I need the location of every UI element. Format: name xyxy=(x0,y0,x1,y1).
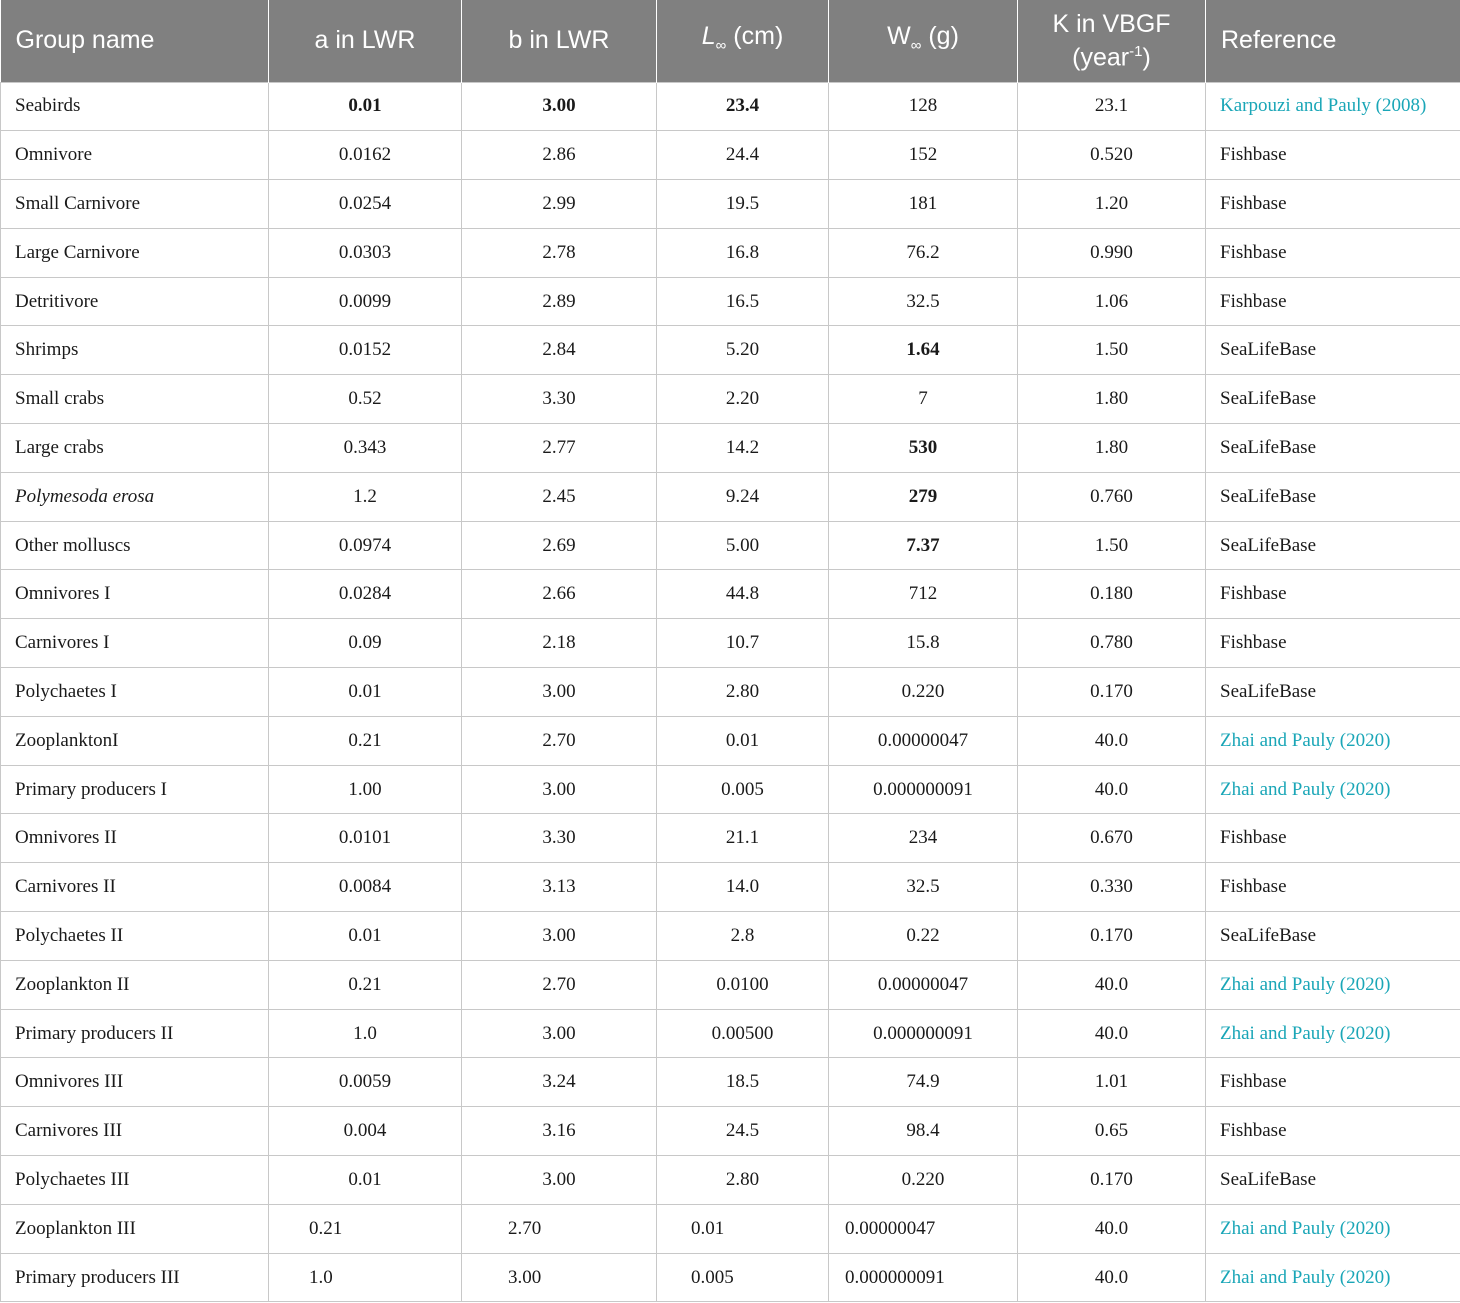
cell-group-name: Primary producers I xyxy=(1,765,269,814)
table-row xyxy=(1,912,1460,961)
cell-b-lwr: 2.78 xyxy=(462,228,657,277)
cell-group-name: Large crabs xyxy=(1,424,269,473)
cell-reference[interactable]: Zhai and Pauly (2020) xyxy=(1206,1253,1460,1302)
cell-a-lwr: 0.0254 xyxy=(269,180,462,229)
table-row xyxy=(1,1253,1460,1302)
cell-a-lwr: 0.01 xyxy=(269,668,462,717)
cell-reference[interactable]: Zhai and Pauly (2020) xyxy=(1206,716,1460,765)
cell-reference: SeaLifeBase xyxy=(1206,375,1460,424)
cell-k-vbgf: 40.0 xyxy=(1018,1253,1206,1302)
cell-k-vbgf: 0.780 xyxy=(1018,619,1206,668)
table-row xyxy=(1,521,1460,570)
header-k-vbgf xyxy=(1018,0,1206,82)
cell-b-lwr: 3.00 xyxy=(462,1253,657,1302)
table-row xyxy=(1,716,1460,765)
table-row xyxy=(1,326,1460,375)
table-row xyxy=(1,375,1460,424)
cell-b-lwr: 2.89 xyxy=(462,277,657,326)
cell-group-name: Carnivores II xyxy=(1,863,269,912)
cell-group-name: Omnivores II xyxy=(1,814,269,863)
cell-b-lwr: 3.30 xyxy=(462,814,657,863)
table-row xyxy=(1,863,1460,912)
cell-a-lwr: 0.0059 xyxy=(269,1058,462,1107)
cell-k-vbgf: 0.170 xyxy=(1018,912,1206,961)
cell-l-inf: 2.80 xyxy=(657,1156,829,1205)
cell-b-lwr: 3.30 xyxy=(462,375,657,424)
cell-k-vbgf: 1.20 xyxy=(1018,180,1206,229)
cell-b-lwr: 2.45 xyxy=(462,472,657,521)
cell-l-inf: 0.0100 xyxy=(657,960,829,1009)
cell-w-inf: 712 xyxy=(829,570,1018,619)
cell-w-inf: 0.000000091 xyxy=(829,1253,1018,1302)
cell-w-inf: 0.00000047 xyxy=(829,1204,1018,1253)
cell-reference[interactable]: Zhai and Pauly (2020) xyxy=(1206,960,1460,1009)
cell-group-name: Polymesoda erosa xyxy=(1,472,269,521)
cell-reference: Fishbase xyxy=(1206,863,1460,912)
cell-w-inf: 279 xyxy=(829,472,1018,521)
cell-group-name: Detritivore xyxy=(1,277,269,326)
cell-b-lwr: 2.86 xyxy=(462,131,657,180)
cell-a-lwr: 0.0099 xyxy=(269,277,462,326)
cell-w-inf: 0.220 xyxy=(829,1156,1018,1205)
cell-w-inf: 0.22 xyxy=(829,912,1018,961)
table-row xyxy=(1,1009,1460,1058)
cell-k-vbgf: 0.170 xyxy=(1018,1156,1206,1205)
cell-w-inf: 32.5 xyxy=(829,277,1018,326)
cell-w-inf: 7 xyxy=(829,375,1018,424)
cell-reference: SeaLifeBase xyxy=(1206,668,1460,717)
cell-group-name: Small Carnivore xyxy=(1,180,269,229)
cell-l-inf: 44.8 xyxy=(657,570,829,619)
cell-a-lwr: 0.004 xyxy=(269,1107,462,1156)
cell-a-lwr: 1.00 xyxy=(269,765,462,814)
cell-b-lwr: 3.00 xyxy=(462,668,657,717)
cell-group-name: Primary producers II xyxy=(1,1009,269,1058)
cell-reference[interactable]: Zhai and Pauly (2020) xyxy=(1206,1204,1460,1253)
header-w-unit: (g) xyxy=(921,21,959,50)
cell-a-lwr: 0.52 xyxy=(269,375,462,424)
cell-reference: SeaLifeBase xyxy=(1206,1156,1460,1205)
cell-k-vbgf: 40.0 xyxy=(1018,716,1206,765)
cell-a-lwr: 0.0974 xyxy=(269,521,462,570)
cell-group-name: Zooplankton II xyxy=(1,960,269,1009)
cell-l-inf: 21.1 xyxy=(657,814,829,863)
cell-l-inf: 14.0 xyxy=(657,863,829,912)
cell-reference: Fishbase xyxy=(1206,277,1460,326)
cell-w-inf: 0.000000091 xyxy=(829,765,1018,814)
cell-l-inf: 0.00500 xyxy=(657,1009,829,1058)
cell-a-lwr: 1.2 xyxy=(269,472,462,521)
cell-w-inf: 0.000000091 xyxy=(829,1009,1018,1058)
cell-k-vbgf: 1.50 xyxy=(1018,326,1206,375)
cell-k-vbgf: 1.06 xyxy=(1018,277,1206,326)
cell-k-vbgf: 40.0 xyxy=(1018,1204,1206,1253)
cell-w-inf: 0.220 xyxy=(829,668,1018,717)
cell-k-vbgf: 23.1 xyxy=(1018,82,1206,131)
cell-group-name: Primary producers III xyxy=(1,1253,269,1302)
cell-k-vbgf: 0.330 xyxy=(1018,863,1206,912)
table-row xyxy=(1,472,1460,521)
cell-k-vbgf: 1.80 xyxy=(1018,424,1206,473)
cell-b-lwr: 3.13 xyxy=(462,863,657,912)
header-l-base: L xyxy=(701,21,716,50)
cell-l-inf: 9.24 xyxy=(657,472,829,521)
table-row xyxy=(1,668,1460,717)
cell-a-lwr: 0.21 xyxy=(269,960,462,1009)
cell-b-lwr: 3.00 xyxy=(462,1156,657,1205)
cell-l-inf: 0.01 xyxy=(657,716,829,765)
cell-k-vbgf: 1.50 xyxy=(1018,521,1206,570)
cell-a-lwr: 0.01 xyxy=(269,82,462,131)
table-row xyxy=(1,960,1460,1009)
cell-k-vbgf: 40.0 xyxy=(1018,1009,1206,1058)
cell-a-lwr: 1.0 xyxy=(269,1009,462,1058)
cell-b-lwr: 2.66 xyxy=(462,570,657,619)
table-row xyxy=(1,1107,1460,1156)
cell-a-lwr: 0.0162 xyxy=(269,131,462,180)
table-row xyxy=(1,228,1460,277)
header-k-line1: K in VBGF xyxy=(1052,9,1171,38)
cell-reference: SeaLifeBase xyxy=(1206,424,1460,473)
cell-a-lwr: 0.0101 xyxy=(269,814,462,863)
cell-b-lwr: 2.70 xyxy=(462,716,657,765)
cell-reference: SeaLifeBase xyxy=(1206,326,1460,375)
cell-k-vbgf: 0.170 xyxy=(1018,668,1206,717)
cell-l-inf: 16.5 xyxy=(657,277,829,326)
header-l-sub: ∞ xyxy=(715,36,727,54)
cell-b-lwr: 2.70 xyxy=(462,960,657,1009)
cell-b-lwr: 3.16 xyxy=(462,1107,657,1156)
cell-l-inf: 24.5 xyxy=(657,1107,829,1156)
table-row xyxy=(1,1058,1460,1107)
cell-group-name: Omnivore xyxy=(1,131,269,180)
cell-reference: SeaLifeBase xyxy=(1206,472,1460,521)
cell-reference[interactable]: Zhai and Pauly (2020) xyxy=(1206,1009,1460,1058)
header-w-inf xyxy=(829,0,1018,82)
cell-reference[interactable]: Zhai and Pauly (2020) xyxy=(1206,765,1460,814)
header-b-lwr: b in LWR xyxy=(462,0,657,82)
table-row xyxy=(1,1204,1460,1253)
cell-a-lwr: 0.21 xyxy=(269,716,462,765)
cell-a-lwr: 0.0152 xyxy=(269,326,462,375)
cell-group-name: Carnivores III xyxy=(1,1107,269,1156)
cell-a-lwr: 0.0303 xyxy=(269,228,462,277)
cell-reference: Fishbase xyxy=(1206,180,1460,229)
header-w-base: W xyxy=(887,21,911,50)
cell-k-vbgf: 40.0 xyxy=(1018,960,1206,1009)
cell-k-vbgf: 0.760 xyxy=(1018,472,1206,521)
cell-group-name: Other molluscs xyxy=(1,521,269,570)
cell-reference: SeaLifeBase xyxy=(1206,912,1460,961)
cell-k-vbgf: 0.520 xyxy=(1018,131,1206,180)
cell-l-inf: 23.4 xyxy=(657,82,829,131)
header-a-lwr: a in LWR xyxy=(269,0,462,82)
cell-l-inf: 0.005 xyxy=(657,1253,829,1302)
header-w-sub: ∞ xyxy=(910,36,922,54)
cell-b-lwr: 3.00 xyxy=(462,1009,657,1058)
table-row xyxy=(1,1156,1460,1205)
cell-w-inf: 128 xyxy=(829,82,1018,131)
cell-group-name: Carnivores I xyxy=(1,619,269,668)
cell-b-lwr: 3.00 xyxy=(462,82,657,131)
cell-group-name: ZooplanktonI xyxy=(1,716,269,765)
cell-group-name: Omnivores III xyxy=(1,1058,269,1107)
cell-reference: Fishbase xyxy=(1206,228,1460,277)
cell-b-lwr: 2.99 xyxy=(462,180,657,229)
cell-group-name: Shrimps xyxy=(1,326,269,375)
cell-reference: SeaLifeBase xyxy=(1206,521,1460,570)
cell-group-name: Omnivores I xyxy=(1,570,269,619)
cell-l-inf: 0.01 xyxy=(657,1204,829,1253)
cell-group-name: Seabirds xyxy=(1,82,269,131)
cell-w-inf: 32.5 xyxy=(829,863,1018,912)
cell-reference[interactable]: Karpouzi and Pauly (2008) xyxy=(1206,82,1460,131)
header-k-post: ) xyxy=(1142,42,1151,71)
table-row xyxy=(1,131,1460,180)
table-row xyxy=(1,277,1460,326)
cell-k-vbgf: 0.670 xyxy=(1018,814,1206,863)
cell-b-lwr: 2.70 xyxy=(462,1204,657,1253)
cell-b-lwr: 3.00 xyxy=(462,912,657,961)
cell-reference: Fishbase xyxy=(1206,814,1460,863)
cell-reference: Fishbase xyxy=(1206,1107,1460,1156)
cell-w-inf: 7.37 xyxy=(829,521,1018,570)
cell-b-lwr: 3.24 xyxy=(462,1058,657,1107)
table-body xyxy=(1,82,1460,1302)
cell-b-lwr: 2.69 xyxy=(462,521,657,570)
cell-l-inf: 5.20 xyxy=(657,326,829,375)
cell-l-inf: 2.80 xyxy=(657,668,829,717)
cell-k-vbgf: 0.990 xyxy=(1018,228,1206,277)
cell-b-lwr: 2.18 xyxy=(462,619,657,668)
cell-l-inf: 2.20 xyxy=(657,375,829,424)
cell-l-inf: 2.8 xyxy=(657,912,829,961)
cell-reference: Fishbase xyxy=(1206,619,1460,668)
header-row xyxy=(1,0,1460,82)
header-l-inf xyxy=(657,0,829,82)
cell-a-lwr: 0.01 xyxy=(269,1156,462,1205)
header-k-pre: (year xyxy=(1072,42,1130,71)
table-row xyxy=(1,619,1460,668)
cell-w-inf: 15.8 xyxy=(829,619,1018,668)
table-row xyxy=(1,424,1460,473)
cell-w-inf: 152 xyxy=(829,131,1018,180)
cell-l-inf: 0.005 xyxy=(657,765,829,814)
cell-l-inf: 18.5 xyxy=(657,1058,829,1107)
table-row xyxy=(1,180,1460,229)
cell-w-inf: 98.4 xyxy=(829,1107,1018,1156)
cell-group-name: Polychaetes III xyxy=(1,1156,269,1205)
cell-l-inf: 19.5 xyxy=(657,180,829,229)
cell-w-inf: 0.00000047 xyxy=(829,960,1018,1009)
cell-k-vbgf: 40.0 xyxy=(1018,765,1206,814)
cell-b-lwr: 2.84 xyxy=(462,326,657,375)
cell-group-name: Large Carnivore xyxy=(1,228,269,277)
cell-group-name: Zooplankton III xyxy=(1,1204,269,1253)
cell-a-lwr: 1.0 xyxy=(269,1253,462,1302)
cell-w-inf: 181 xyxy=(829,180,1018,229)
cell-w-inf: 0.00000047 xyxy=(829,716,1018,765)
header-k-sup: -1 xyxy=(1129,42,1143,60)
cell-w-inf: 76.2 xyxy=(829,228,1018,277)
cell-l-inf: 14.2 xyxy=(657,424,829,473)
cell-a-lwr: 0.09 xyxy=(269,619,462,668)
cell-reference: Fishbase xyxy=(1206,131,1460,180)
cell-w-inf: 234 xyxy=(829,814,1018,863)
cell-a-lwr: 0.343 xyxy=(269,424,462,473)
cell-w-inf: 530 xyxy=(829,424,1018,473)
cell-l-inf: 16.8 xyxy=(657,228,829,277)
cell-a-lwr: 0.0084 xyxy=(269,863,462,912)
table-row xyxy=(1,570,1460,619)
cell-w-inf: 1.64 xyxy=(829,326,1018,375)
table-row xyxy=(1,82,1460,131)
cell-k-vbgf: 1.80 xyxy=(1018,375,1206,424)
cell-group-name: Polychaetes I xyxy=(1,668,269,717)
cell-group-name: Polychaetes II xyxy=(1,912,269,961)
cell-b-lwr: 3.00 xyxy=(462,765,657,814)
cell-a-lwr: 0.01 xyxy=(269,912,462,961)
cell-l-inf: 10.7 xyxy=(657,619,829,668)
cell-group-name: Small crabs xyxy=(1,375,269,424)
cell-reference: Fishbase xyxy=(1206,570,1460,619)
table-row xyxy=(1,814,1460,863)
cell-k-vbgf: 1.01 xyxy=(1018,1058,1206,1107)
cell-l-inf: 5.00 xyxy=(657,521,829,570)
cell-a-lwr: 0.0284 xyxy=(269,570,462,619)
header-group-name: Group name xyxy=(1,0,269,82)
header-l-unit: (cm) xyxy=(726,21,784,50)
cell-reference: Fishbase xyxy=(1206,1058,1460,1107)
cell-b-lwr: 2.77 xyxy=(462,424,657,473)
cell-k-vbgf: 0.180 xyxy=(1018,570,1206,619)
cell-w-inf: 74.9 xyxy=(829,1058,1018,1107)
header-reference: Reference xyxy=(1221,26,1337,55)
cell-a-lwr: 0.21 xyxy=(269,1204,462,1253)
table-row xyxy=(1,765,1460,814)
cell-l-inf: 24.4 xyxy=(657,131,829,180)
cell-k-vbgf: 0.65 xyxy=(1018,1107,1206,1156)
